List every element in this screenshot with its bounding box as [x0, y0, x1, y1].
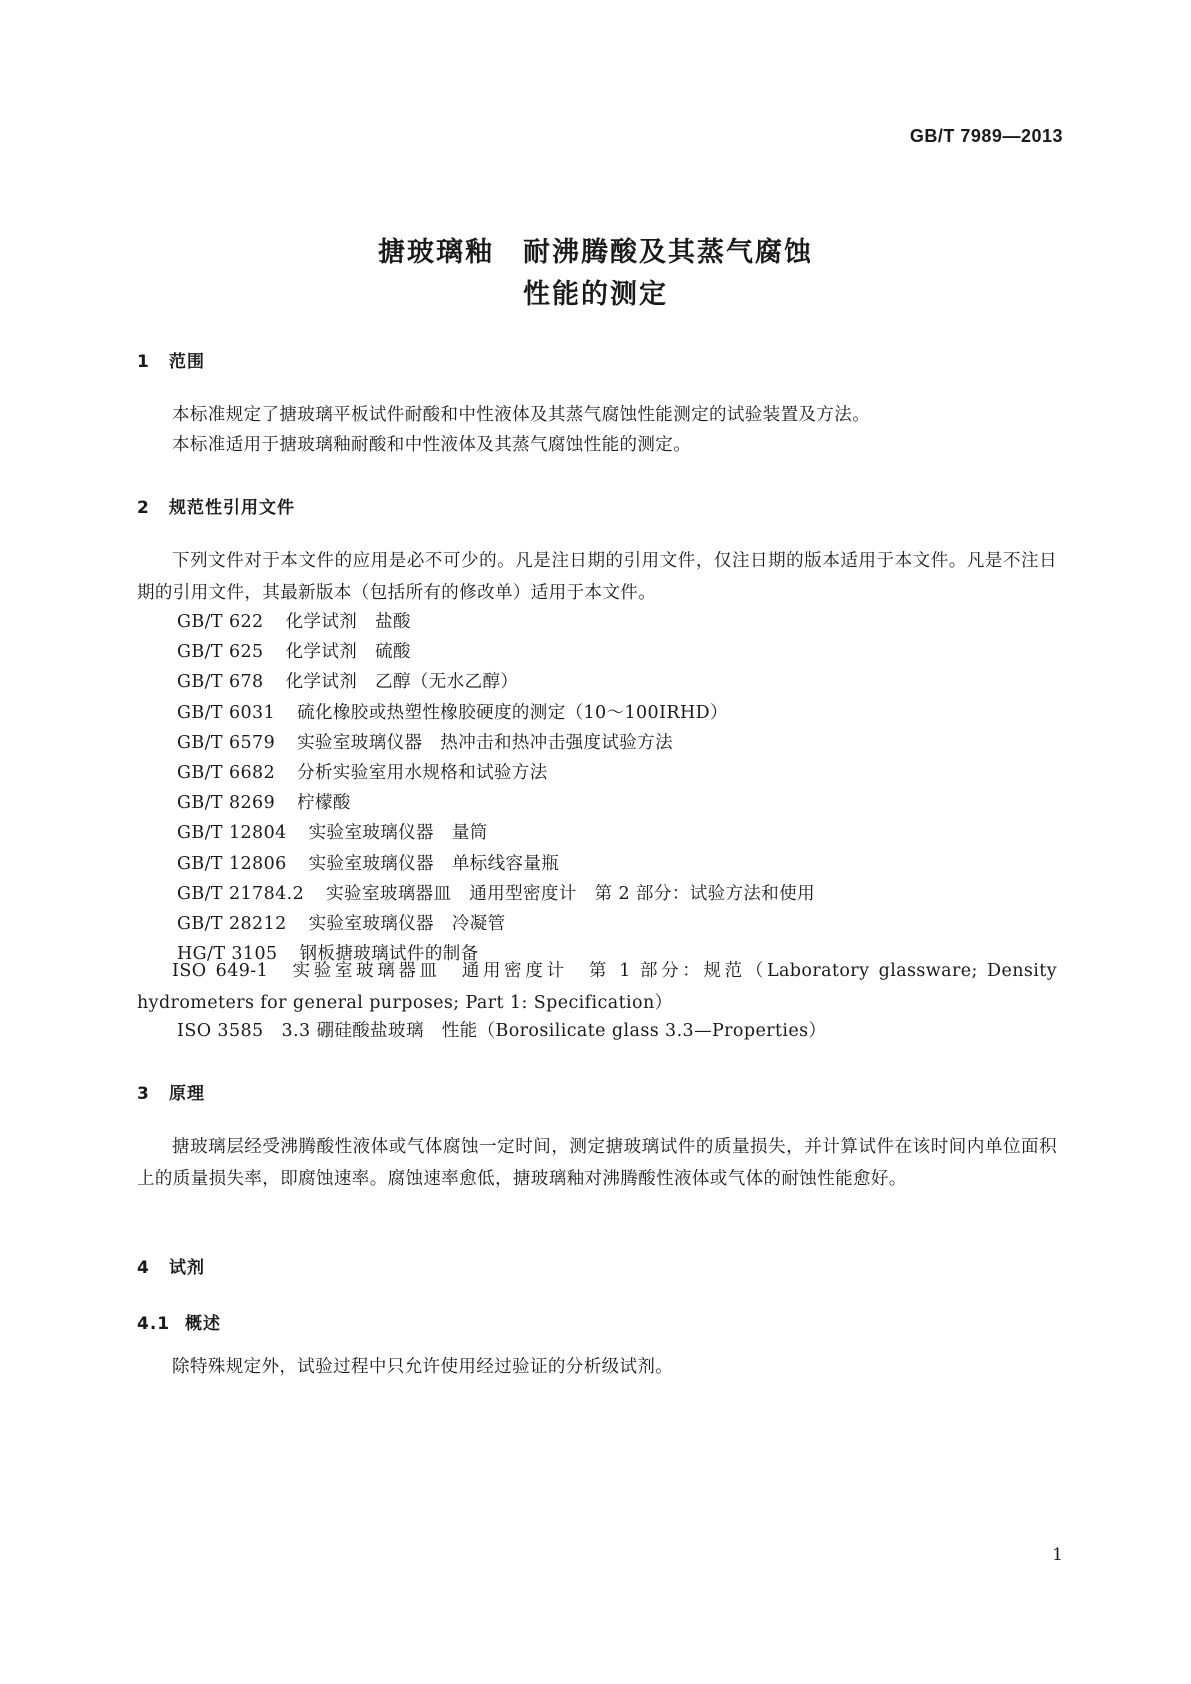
reference-code: GB/T 6579: [177, 732, 276, 753]
reference-item: [177, 729, 673, 754]
reference-code: GB/T 6031: [177, 702, 276, 723]
document-title-line-1: 搪玻璃釉 耐沸腾酸及其蒸气腐蚀: [378, 237, 813, 268]
reference-title: 实验室玻璃器皿 通用型密度计 第 2 部分：试验方法和使用: [326, 883, 815, 904]
reference-item: [177, 850, 559, 875]
reference-title: 柠檬酸: [297, 793, 351, 814]
reference-title: 化学试剂 盐酸: [285, 612, 411, 632]
reference-code: GB/T 8269: [177, 793, 276, 814]
section-number: 3: [137, 1084, 150, 1104]
section-1-heading: [137, 347, 205, 372]
standard-code: GB/T 7989—2013: [909, 126, 1063, 146]
iso-3585-reference: ISO 3585 3.3 硼硅酸盐玻璃 性能（Borosilicate glass 3.3—Properties）: [177, 1021, 827, 1041]
page-number: 1: [1052, 1545, 1063, 1565]
section-3-paragraph: 搪玻璃层经受沸腾酸性液体或气体腐蚀一定时间，测定搪玻璃试件的质量损失，并计算试件在该时间内单位面积上的质量损失率，即腐蚀速率。腐蚀速率愈低，搪玻璃釉对沸腾酸性液体或气体的耐蚀性能愈好。: [137, 1137, 1057, 1189]
reference-title: 实验室玻璃仪器 冷凝管: [308, 914, 506, 934]
reference-item: [177, 638, 411, 663]
reference-title: 化学试剂 乙醇（无水乙醇）: [285, 672, 519, 693]
subsection-title: 概述: [185, 1314, 221, 1334]
section-3-heading: [137, 1079, 205, 1104]
reference-item: [177, 668, 518, 693]
section-2-heading: [137, 493, 295, 518]
section-2-intro: 下列文件对于本文件的应用是必不可少的。凡是注日期的引用文件，仅注日期的版本适用于本文件。凡是不注日期的引用文件，其最新版本（包括所有的修改单）适用于本文件。: [137, 551, 1057, 603]
reference-item: [177, 789, 351, 814]
reference-code: HG/T 3105: [177, 944, 278, 965]
reference-code: GB/T 12804: [177, 823, 287, 844]
reference-item: [177, 699, 728, 724]
reference-item: [177, 819, 488, 844]
reference-item: [177, 910, 506, 935]
section-number: 4: [137, 1258, 150, 1278]
section-title: 规范性引用文件: [169, 498, 295, 518]
section-4-1-heading: [137, 1309, 221, 1334]
iso-649-reference: ISO 649-1 实验室玻璃器皿 通用密度计 第 1 部分：规范（Laboratory glassware; Density hydrometers for general purposes; Part 1: Specification）: [137, 961, 1057, 1013]
section-title: 原理: [169, 1084, 205, 1104]
reference-code: GB/T 12806: [177, 853, 287, 874]
reference-title: 化学试剂 硫酸: [285, 642, 411, 663]
reference-title: 钢板搪玻璃试件的制备: [299, 944, 479, 965]
reference-code: GB/T 28212: [177, 914, 287, 934]
section-title: 范围: [169, 352, 205, 372]
reference-item: [177, 608, 411, 633]
reference-code: GB/T 6682: [177, 763, 276, 783]
reference-title: 分析实验室用水规格和试验方法: [297, 763, 548, 783]
section-1-paragraph-1: 本标准规定了搪玻璃平板试件耐酸和中性液体及其蒸气腐蚀性能测定的试验装置及方法。: [172, 405, 871, 425]
reference-item: [177, 880, 815, 905]
document-title-line-2: 性能的测定: [523, 279, 668, 310]
reference-title: 实验室玻璃仪器 量筒: [308, 823, 488, 844]
section-4-heading: [137, 1253, 205, 1278]
subsection-number: 4.1: [137, 1314, 171, 1334]
section-title: 试剂: [169, 1258, 205, 1278]
reference-title: 实验室玻璃仪器 热冲击和热冲击强度试验方法: [297, 732, 674, 753]
reference-code: GB/T 622: [177, 612, 264, 632]
reference-title: 硫化橡胶或热塑性橡胶硬度的测定（10～100IRHD）: [297, 702, 728, 723]
reference-code: GB/T 678: [177, 672, 264, 693]
reference-title: 实验室玻璃仪器 单标线容量瓶: [308, 853, 560, 874]
reference-code: GB/T 21784.2: [177, 883, 305, 904]
reference-code: GB/T 625: [177, 642, 264, 663]
reference-item: [177, 759, 548, 784]
section-number: 2: [137, 498, 150, 518]
section-4-1-paragraph: 除特殊规定外，试验过程中只允许使用经过验证的分析级试剂。: [172, 1357, 674, 1377]
section-1-paragraph-2: 本标准适用于搪玻璃釉耐酸和中性液体及其蒸气腐蚀性能的测定。: [172, 435, 692, 455]
section-number: 1: [137, 352, 150, 372]
